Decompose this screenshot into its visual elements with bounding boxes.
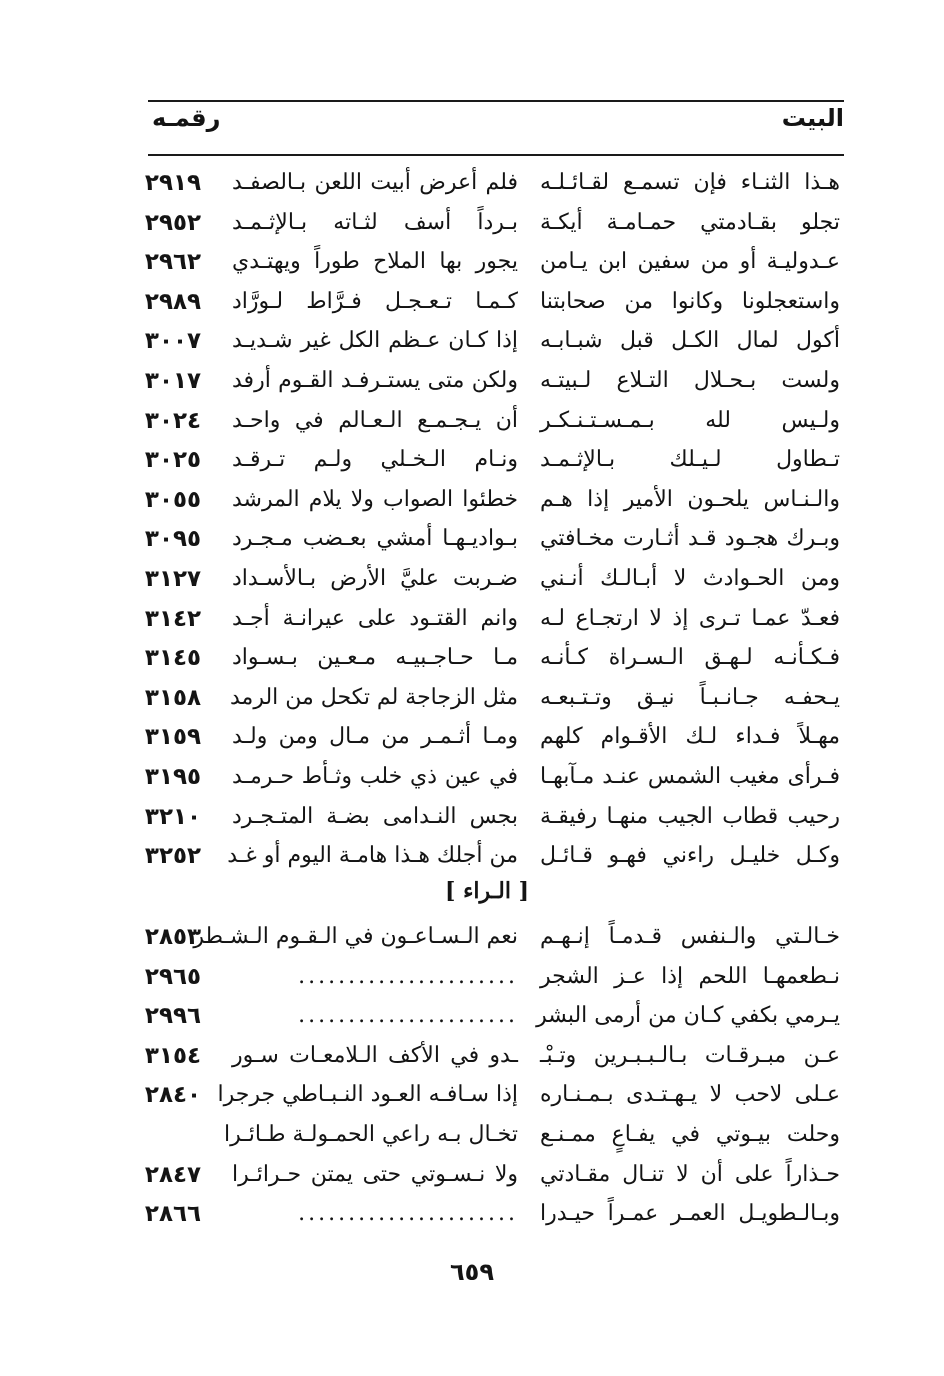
verse-row (0, 641, 944, 679)
second-hemistich: ـدو في الأكف الـلامعـات سـور (232, 1042, 518, 1068)
second-hemistich: ضـربت عليَّ الأرض بـالأسـداد (232, 566, 518, 591)
second-hemistich: في عين ذي خلب وثـأط حـرمـد (232, 764, 518, 789)
page-number: ٦٥٩ (450, 1258, 494, 1286)
verse-number: ٢٩٨٩ (144, 288, 202, 315)
first-hemistich: والـنـاس يلحـون الأمير إذا هـم (540, 486, 840, 512)
section-heading: [ الـراء ] (445, 878, 529, 904)
verse-row (0, 999, 944, 1037)
header-top-rule (148, 100, 844, 102)
verse-number: ٣٠٩٥ (144, 526, 202, 553)
verse-number: ٣١٥٨ (144, 684, 202, 711)
first-hemistich: يـحفـه جـانـبـاً نيـق وتـتـبعـه (540, 684, 840, 710)
first-hemistich: يـرمي بكفي كـان من أرمى البشر (536, 1003, 840, 1029)
first-hemistich: ومن الحـوادث لا أبـالـك أنـني (540, 566, 840, 591)
verse-number: ٣٠٢٥ (144, 447, 202, 474)
first-hemistich: رحيب قطاب الجيب منهـا رفيقـة (540, 803, 840, 829)
second-hemistich: ...................... (298, 1003, 518, 1029)
first-hemistich: تجلو بقـادمتي حمـامـة أيكـة (540, 209, 840, 235)
verse-number: ٢٩٦٥ (144, 963, 202, 990)
second-hemistich: أن يـجـمـع الـعـالم في واحـد (232, 407, 518, 433)
verse-number: ٣١٩٥ (144, 764, 202, 790)
second-hemistich: يجور بها الملاح طوراً ويهتـدي (232, 249, 518, 275)
verse-row (0, 443, 944, 481)
verse-number: ٣٠١٧ (144, 368, 202, 394)
first-hemistich: وبـرك هجـود قـد أثـارت مخـافتي (540, 526, 840, 552)
verse-number: ٢٩٩٦ (144, 1003, 202, 1030)
second-hemistich: نعم الـسـاعـون في الـقـوم الـشـطر (193, 924, 518, 949)
verse-row (0, 1078, 944, 1116)
second-hemistich: إذا كـان عـظم الكل غير شـديـد (232, 328, 518, 354)
first-hemistich: فـكـأنـه لـهـق الـسـراة كـأنـه (540, 645, 840, 671)
verse-row (0, 1118, 944, 1156)
second-hemistich: بجس النـدامى بضـة المتـجـرد (232, 803, 518, 829)
second-hemistich: بـواديـهـا أمشي بعـضب مـجـرد (232, 526, 518, 552)
verse-row (0, 245, 944, 283)
first-hemistich: هـذا الثنـاء فإن تسمـع لقـائـلـه (540, 170, 840, 195)
second-hemistich: ...................... (298, 963, 518, 989)
first-hemistich: فعـدّ عمـا تـرى إذ لا ارتجـاع لـه (540, 605, 840, 631)
second-hemistich: إذا سـافـه العـود النـبـاطي جرجرا (217, 1082, 518, 1108)
verse-row (0, 681, 944, 719)
verse-row (0, 483, 944, 521)
column-header-verse: البيت (781, 104, 844, 132)
column-header-number: رقمـه (152, 104, 221, 132)
second-hemistich: خطئوا الصواب ولا يلام المرشد (232, 486, 518, 512)
verse-row (0, 364, 944, 402)
verse-row (0, 324, 944, 362)
verse-row (0, 1039, 944, 1077)
verse-row (0, 960, 944, 998)
verse-number: ٣١٢٧ (144, 566, 202, 592)
first-hemistich: وبـالـطويـل العمـر عمـراً حيـدرا (540, 1201, 840, 1227)
verse-row (0, 562, 944, 600)
verse-row (0, 285, 944, 323)
first-hemistich: نـطعمهـا اللحم إذا عـز الشجر (540, 963, 840, 989)
verse-number: ٣٠٢٤ (144, 407, 202, 434)
verse-number: ٢٨٦٦ (144, 1201, 202, 1228)
second-hemistich: فلم أعرض أبيت اللعن بـالصفـد (232, 170, 518, 195)
verse-number: ٢٩١٩ (144, 170, 202, 196)
verse-row (0, 602, 944, 640)
verse-row (0, 166, 944, 204)
verse-number: ٢٨٤٧ (144, 1161, 202, 1188)
first-hemistich: خـالـتي والـنفس قـدمـاً إنـهـم (540, 924, 840, 949)
second-hemistich: تخـال بـه راعي الحمـولـة طـائـرا (224, 1122, 518, 1147)
verse-number: ٣٠٥٥ (144, 486, 202, 513)
verse-row (0, 1158, 944, 1196)
second-hemistich: ولكن متى يستـرفـد القـوم أرفد (232, 368, 518, 393)
verse-number: ٣٢٥٢ (144, 843, 202, 870)
verse-number: ٢٨٥٣ (144, 924, 202, 950)
verse-number: ٣١٤٥ (144, 645, 202, 672)
verse-number: ٣٠٠٧ (144, 328, 202, 355)
second-hemistich: بـرداً أسف لثـاته بـالإثـمـد (232, 209, 518, 235)
first-hemistich: وكـل خليـل راءني فهـو قـائـل (540, 843, 840, 869)
second-hemistich: ونـام الـخـلي ولـم تـرقـد (232, 447, 518, 473)
verse-row (0, 1197, 944, 1235)
verse-row (0, 920, 944, 958)
first-hemistich: ولست بـحـلال التـلاع لـبيتـه (540, 368, 840, 393)
first-hemistich: عـن مبـرقـات بـالـبـبـرين وتـبْـ (540, 1042, 840, 1068)
verse-number: ٢٩٥٢ (144, 209, 202, 236)
verse-row (0, 522, 944, 560)
verse-row (0, 404, 944, 442)
second-hemistich: كـمـا تـعـجـل فـرَّاط لـورَّاد (232, 288, 518, 314)
verse-number: ٣٢١٠ (144, 803, 202, 830)
second-hemistich: مـا حـاجـبيـه مـعـين بـسـواد (232, 645, 518, 671)
second-hemistich: ولا نـسـوتي حتى يمتن حـرائـرا (232, 1161, 518, 1187)
first-hemistich: وحلت بيـوتي في يفـاعٍ ممـنـع (540, 1122, 840, 1147)
first-hemistich: حـذاراً على أن لا تنـال مقـادتي (540, 1161, 840, 1187)
first-hemistich: ولـيس لله بـمـسـتـنـكـر (540, 407, 840, 433)
verse-number: ٢٨٤٠ (144, 1082, 202, 1109)
verse-number: ٣١٤٢ (144, 605, 202, 632)
second-hemistich: من أجلك هـذا هامـة اليوم أو غـد (227, 843, 518, 869)
verse-row (0, 839, 944, 877)
verse-row (0, 760, 944, 798)
second-hemistich: وانم القتـود على عيرانـة أجـد (232, 605, 518, 631)
verse-row (0, 800, 944, 838)
first-hemistich: تـطاول لـيـلك بـالإثـمـد (540, 447, 840, 473)
verse-number: ٣١٥٤ (144, 1042, 202, 1069)
first-hemistich: واستعجلونا وكانوا من صحابتنا (540, 288, 840, 314)
verse-number: ٣١٥٩ (144, 724, 202, 751)
first-hemistich: عـدوليـة أو من سفين ابن يـامن (540, 249, 840, 275)
first-hemistich: مهـلاً فـداء لـك الأقـوام كلهم (540, 724, 840, 750)
second-hemistich: مثل الزجاجة لم تكحل من الرمد (230, 684, 518, 710)
header-bottom-rule (148, 154, 844, 156)
first-hemistich: فـرأى مغيب الشمس عنـد مـآبهـا (540, 764, 840, 789)
second-hemistich: ...................... (298, 1201, 518, 1227)
verse-row (0, 720, 944, 758)
first-hemistich: عـلى لاحب لا يـهـتـدى بـمـنـاره (540, 1082, 840, 1108)
verse-number: ٢٩٦٢ (144, 249, 202, 276)
first-hemistich: أكول لمال الكـل قبل شبـابـه (540, 328, 840, 354)
verse-row (0, 206, 944, 244)
second-hemistich: ومـا أثـمـر من مـال ومن ولـد (232, 724, 518, 750)
